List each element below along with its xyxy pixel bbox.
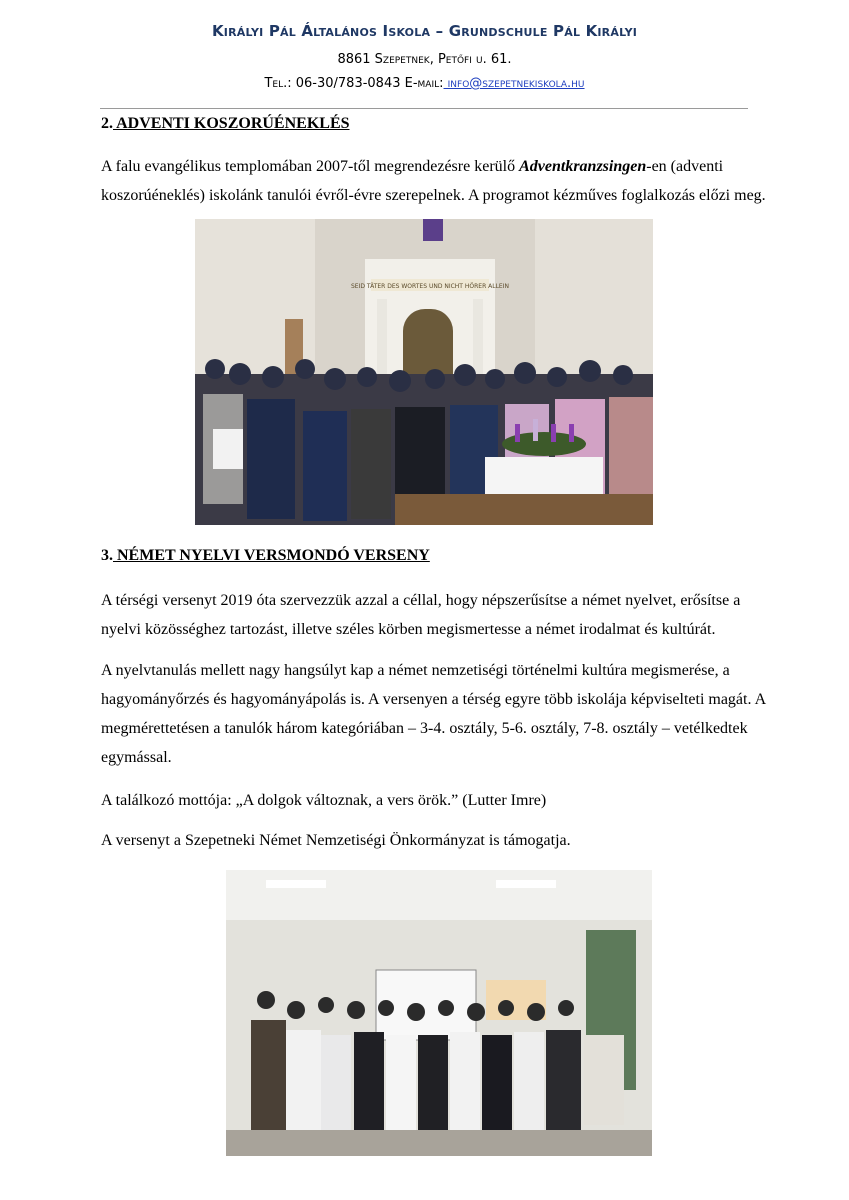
section-3-heading [101,547,430,565]
contact-phone: Tel.: 06-30/783-0843 E-mail: [264,76,444,91]
poetry-contest-photo [226,870,652,1156]
altar-inscription: SEID TÄTER DES WORTES UND NICHT HÖRER ALLEIN [350,283,510,290]
section-2-text-end: -en (adventi koszorúéneklés) iskolánk tanulói évről-évre szerepelnek. A programot kézműves foglalkozás előzi meg. [101,158,766,204]
section-2-number: 2. [101,115,113,132]
section-2-bold-term: Adventkranzsingen [519,158,647,175]
school-address: 8861 Szepetnek, Petőfi u. 61. [337,52,512,67]
section-2-text-start: A falu evangélikus templomában 2007-től megrendezésre kerülő [101,158,520,175]
section-2-title: ADVENTI KOSZORÚÉNEKLÉS [113,115,350,132]
school-contact [0,76,849,91]
section-3-number: 3. [101,547,113,564]
section-3-title: NÉMET NYELVI VERSMONDÓ VERSENY [113,547,430,564]
section-2-heading [101,115,350,133]
section-3-paragraph-1: A térségi versenyt 2019 óta szervezzük azzal a céllal, hogy népszerűsítse a német nyelvet, erősítse a nyelvi közösséghez tartozást, illetve széles körben megismertesse a német irodalmat és kultúrát. [101,592,741,638]
section-3-paragraph-2: A nyelvtanulás mellett nagy hangsúlyt kap a német nemzetiségi történelmi kultúra megismerése, a hagyományőrzés és hagyományápolás is. A versenyen a térség egyre több iskolája képviselteti magát. A megmérettetésen a tanulók három kategóriában – 3-4. osztály, 5-6. osztály, 7-8. osztály – vetélkedtek egymással. [101,662,766,766]
section-3-paragraph-3: A találkozó mottója: „A dolgok változnak, a vers örök.” (Lutter Imre) [101,792,547,809]
email-link[interactable]: info@szepetnekiskola.hu [443,76,585,91]
section-3-paragraph-4: A versenyt a Szepetneki Német Nemzetiségi Önkormányzat is támogatja. [101,832,571,849]
section-2-paragraph [101,152,781,210]
header-divider [100,108,748,109]
advent-choir-photo [195,219,653,525]
school-name: Királyi Pál Általános Iskola – Grundschule Pál Királyi [211,22,638,40]
